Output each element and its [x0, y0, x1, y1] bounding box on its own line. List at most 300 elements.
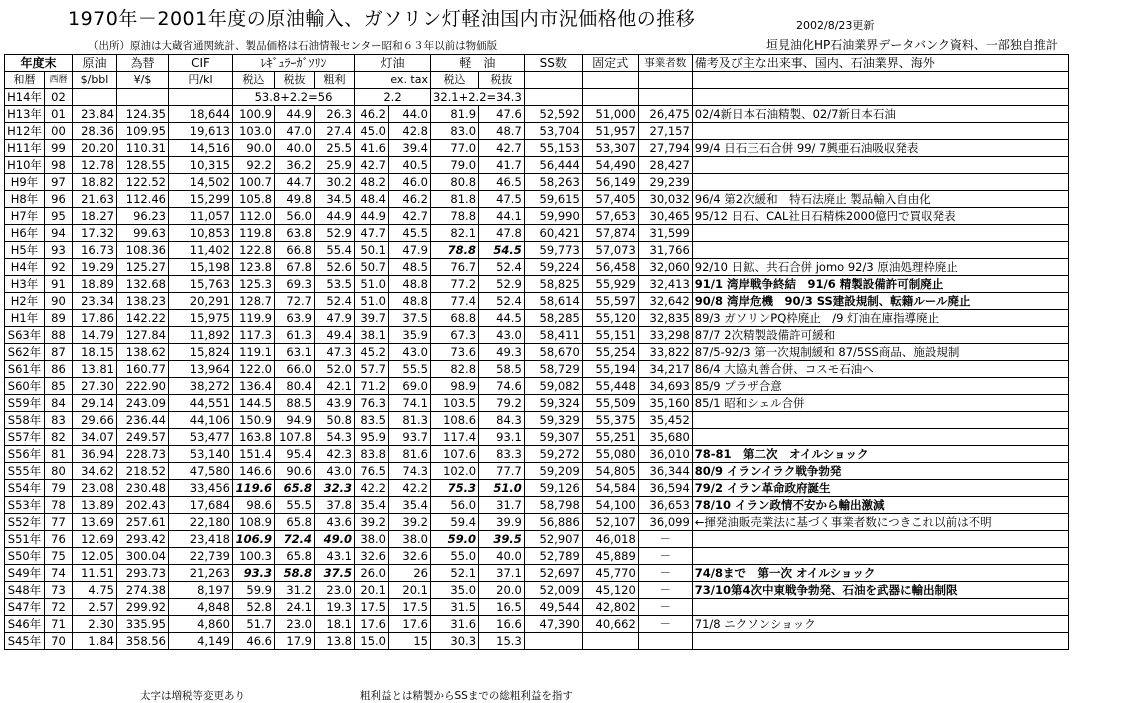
cell-diesel-taxin: 35.0	[431, 582, 479, 599]
cell-gas-margin: 42.1	[315, 378, 355, 395]
cell-kero-taxin: 38.1	[355, 327, 389, 344]
cell-crude: 23.84	[73, 106, 117, 123]
cell-seireki: 73	[45, 582, 73, 599]
cell-diesel-taxex: 47.6	[479, 106, 525, 123]
cell-crude: 34.62	[73, 463, 117, 480]
cell-kero-taxex: 74.3	[389, 463, 431, 480]
cell-crude: 2.30	[73, 616, 117, 633]
cell-gas-taxin: 163.8	[233, 429, 275, 446]
col-ss-blank	[524, 72, 582, 89]
cell-note: 71/8 ニクソンショック	[692, 616, 1068, 633]
cell-fx: 230.48	[117, 480, 169, 497]
cell-diesel-taxin: 55.0	[431, 548, 479, 565]
cell-wareki: H5年	[5, 242, 45, 259]
cell-cif: 44,551	[169, 395, 233, 412]
cell-diesel-taxin: 83.0	[431, 123, 479, 140]
cell-crude: 12.05	[73, 548, 117, 565]
cell-kero-taxin: 76.3	[355, 395, 389, 412]
col-diesel-taxin: 税込	[431, 72, 479, 89]
cell-crude: 27.30	[73, 378, 117, 395]
cell-gas-taxex: 58.8	[275, 565, 315, 582]
table-row	[5, 225, 1069, 242]
cell-diesel-taxin: 52.1	[431, 565, 479, 582]
cell-gas-taxex: 31.2	[275, 582, 315, 599]
cell-ss-count: 58,411	[524, 327, 582, 344]
cell-gas-margin: 34.5	[315, 191, 355, 208]
cell-seireki: 72	[45, 599, 73, 616]
cell-diesel-taxin: 67.3	[431, 327, 479, 344]
cell-kero-taxin: 42.7	[355, 157, 389, 174]
cell-wareki: H14年	[5, 89, 45, 106]
table-row	[5, 242, 1069, 259]
cell-ss-count: 59,324	[524, 395, 582, 412]
cell-wareki: S52年	[5, 514, 45, 531]
cell-gas-taxin: 106.9	[233, 531, 275, 548]
cell-gas-taxin: 100.3	[233, 548, 275, 565]
cell-gas-taxex: 107.8	[275, 429, 315, 446]
cell-gas-margin: 52.9	[315, 225, 355, 242]
cell-fixed: 51,957	[582, 123, 638, 140]
cell-ss-count: 59,307	[524, 429, 582, 446]
cell-wareki: S48年	[5, 582, 45, 599]
cell-diesel-taxin: 82.1	[431, 225, 479, 242]
cell-cif: 11,402	[169, 242, 233, 259]
table-row	[5, 123, 1069, 140]
cell-wareki: S62年	[5, 344, 45, 361]
cell-diesel-taxin: 81.9	[431, 106, 479, 123]
cell-gas-taxin: 46.6	[233, 633, 275, 650]
table-row	[5, 395, 1069, 412]
cell-biz-count: －	[638, 616, 692, 633]
cell-fx: 257.61	[117, 514, 169, 531]
cell-empty	[692, 89, 1068, 106]
cell-seireki: 95	[45, 208, 73, 225]
cell-kero-taxin: 71.2	[355, 378, 389, 395]
cell-gas-margin: 43.1	[315, 548, 355, 565]
cell-kero-taxin: 45.0	[355, 123, 389, 140]
footer-bold-note: 太字は増税等変更あり	[140, 690, 245, 702]
cell-crude: 18.15	[73, 344, 117, 361]
cell-fx: 293.42	[117, 531, 169, 548]
cell-wareki: H7年	[5, 208, 45, 225]
cell-cif: 14,516	[169, 140, 233, 157]
cell-ss-count: 58,285	[524, 310, 582, 327]
cell-ss-count: 52,789	[524, 548, 582, 565]
cell-gas-taxin: 93.3	[233, 565, 275, 582]
col-fixed-blank	[582, 72, 638, 89]
cell-kero-taxin: 48.4	[355, 191, 389, 208]
cell-diesel-taxin: 77.2	[431, 276, 479, 293]
cell-diesel-taxin: 56.0	[431, 497, 479, 514]
cell-fx: 122.52	[117, 174, 169, 191]
cell-fixed: 42,802	[582, 599, 638, 616]
table-row	[5, 480, 1069, 497]
cell-crude: 17.86	[73, 310, 117, 327]
cell-kero-taxex: 46.2	[389, 191, 431, 208]
cell-gas-taxin: 136.4	[233, 378, 275, 395]
table-row	[5, 174, 1069, 191]
cell-diesel-taxin: 59.0	[431, 531, 479, 548]
cell-gas-taxin: 92.2	[233, 157, 275, 174]
col-cif-unit: 円/kl	[169, 72, 233, 89]
cell-cif: 8,197	[169, 582, 233, 599]
table-row	[5, 140, 1069, 157]
table-row	[5, 446, 1069, 463]
cell-gas-taxin: 119.9	[233, 310, 275, 327]
cell-crude: 12.78	[73, 157, 117, 174]
cell-biz-count: 31,766	[638, 242, 692, 259]
cell-wareki: S55年	[5, 463, 45, 480]
header-row-2	[5, 72, 1069, 89]
cell-fx: 300.04	[117, 548, 169, 565]
cell-fixed: 55,254	[582, 344, 638, 361]
cell-crude: 29.14	[73, 395, 117, 412]
cell-diesel-taxex: 93.1	[479, 429, 525, 446]
cell-biz-count: 35,160	[638, 395, 692, 412]
cell-gas-taxex: 72.4	[275, 531, 315, 548]
cell-wareki: S50年	[5, 548, 45, 565]
cell-gas-taxin: 146.6	[233, 463, 275, 480]
cell-gas-taxex: 72.7	[275, 293, 315, 310]
table-row	[5, 157, 1069, 174]
table-row	[5, 599, 1069, 616]
cell-kero-taxex: 35.9	[389, 327, 431, 344]
cell-seireki: 82	[45, 429, 73, 446]
cell-note: 85/1 昭和シェル合併	[692, 395, 1068, 412]
cell-fixed: 55,251	[582, 429, 638, 446]
cell-biz-count: －	[638, 599, 692, 616]
cell-h14-gasoline: 53.8+2.2=56	[233, 89, 355, 106]
cell-cif: 15,299	[169, 191, 233, 208]
cell-gas-taxin: 105.8	[233, 191, 275, 208]
cell-kero-taxin: 47.7	[355, 225, 389, 242]
cell-gas-taxin: 100.9	[233, 106, 275, 123]
cell-biz-count: 31,599	[638, 225, 692, 242]
cell-cif: 15,975	[169, 310, 233, 327]
cell-diesel-taxin: 78.8	[431, 242, 479, 259]
cell-gas-taxex: 69.3	[275, 276, 315, 293]
table-row	[5, 429, 1069, 446]
cell-note: 96/4 第2次緩和 特石法廃止 製品輸入自由化	[692, 191, 1068, 208]
cell-wareki: H11年	[5, 140, 45, 157]
cell-gas-taxex: 63.9	[275, 310, 315, 327]
table-row	[5, 565, 1069, 582]
table-row	[5, 344, 1069, 361]
cell-seireki: 93	[45, 242, 73, 259]
cell-diesel-taxex: 46.5	[479, 174, 525, 191]
cell-gas-taxin: 151.4	[233, 446, 275, 463]
cell-cif: 17,684	[169, 497, 233, 514]
table-row	[5, 293, 1069, 310]
cell-wareki: H6年	[5, 225, 45, 242]
cell-gas-taxex: 65.8	[275, 548, 315, 565]
cell-gas-taxex: 55.5	[275, 497, 315, 514]
page-title: 1970年－2001年度の原油輸入、ガソリン灯軽油国内市況価格他の推移	[68, 8, 696, 30]
cell-fixed: 45,770	[582, 565, 638, 582]
cell-kero-taxex: 48.8	[389, 276, 431, 293]
cell-diesel-taxex: 40.0	[479, 548, 525, 565]
cell-ss-count: 60,421	[524, 225, 582, 242]
cell-cif: 11,892	[169, 327, 233, 344]
cell-kero-taxin: 35.4	[355, 497, 389, 514]
cell-gas-margin: 27.4	[315, 123, 355, 140]
cell-diesel-taxex: 54.5	[479, 242, 525, 259]
col-fx-header: 為替	[117, 55, 169, 72]
cell-fixed: 55,151	[582, 327, 638, 344]
cell-cif: 11,057	[169, 208, 233, 225]
cell-ss-count: 59,990	[524, 208, 582, 225]
col-nendo-header: 年度末	[5, 55, 73, 72]
cell-kero-taxin: 39.2	[355, 514, 389, 531]
table-row	[5, 531, 1069, 548]
cell-note	[692, 412, 1068, 429]
cell-diesel-taxin: 73.6	[431, 344, 479, 361]
cell-note	[692, 225, 1068, 242]
cell-kero-taxin: 57.7	[355, 361, 389, 378]
cell-seireki: 85	[45, 378, 73, 395]
cell-diesel-taxex: 44.5	[479, 310, 525, 327]
cell-biz-count: 33,822	[638, 344, 692, 361]
cell-diesel-taxex: 52.4	[479, 259, 525, 276]
cell-fixed: 54,100	[582, 497, 638, 514]
table-row	[5, 616, 1069, 633]
cell-crude: 18.82	[73, 174, 117, 191]
cell-fixed: 55,120	[582, 310, 638, 327]
cell-kero-taxin: 95.9	[355, 429, 389, 446]
col-notes-header: 備考及び主な出来事、国内、石油業界、海外	[692, 55, 1068, 72]
cell-diesel-taxin: 102.0	[431, 463, 479, 480]
cell-biz-count: 33,298	[638, 327, 692, 344]
cell-biz-count: 28,427	[638, 157, 692, 174]
cell-h14-diesel: 32.1+2.2=34.3	[431, 89, 525, 106]
cell-fixed: 57,653	[582, 208, 638, 225]
cell-empty	[638, 89, 692, 106]
cell-gas-taxex: 17.9	[275, 633, 315, 650]
col-diesel-taxex: 税抜	[479, 72, 525, 89]
cell-note	[692, 242, 1068, 259]
cell-diesel-taxex: 74.6	[479, 378, 525, 395]
cell-diesel-taxex: 84.3	[479, 412, 525, 429]
cell-wareki: H4年	[5, 259, 45, 276]
cell-kero-taxin: 44.9	[355, 208, 389, 225]
table-row	[5, 259, 1069, 276]
cell-fx: 138.23	[117, 293, 169, 310]
col-fx-unit: ¥/$	[117, 72, 169, 89]
cell-note	[692, 531, 1068, 548]
cell-kero-taxex: 42.8	[389, 123, 431, 140]
cell-fixed: 53,307	[582, 140, 638, 157]
cell-gas-margin: 23.0	[315, 582, 355, 599]
cell-diesel-taxex: 44.1	[479, 208, 525, 225]
cell-diesel-taxex: 49.3	[479, 344, 525, 361]
cell-ss-count: 59,126	[524, 480, 582, 497]
cell-fx: 202.43	[117, 497, 169, 514]
cell-gas-margin: 25.5	[315, 140, 355, 157]
cell-crude: 16.73	[73, 242, 117, 259]
cell-wareki: S47年	[5, 599, 45, 616]
cell-gas-taxin: 51.7	[233, 616, 275, 633]
cell-crude: 29.66	[73, 412, 117, 429]
cell-diesel-taxex: 31.7	[479, 497, 525, 514]
cell-kero-taxex: 38.0	[389, 531, 431, 548]
cell-crude: 13.69	[73, 514, 117, 531]
cell-gas-taxin: 125.3	[233, 276, 275, 293]
cell-biz-count: 34,217	[638, 361, 692, 378]
cell-kero-taxin: 20.1	[355, 582, 389, 599]
cell-gas-margin: 43.9	[315, 395, 355, 412]
cell-wareki: S58年	[5, 412, 45, 429]
col-gas-taxex: 税抜	[275, 72, 315, 89]
cell-ss-count: 58,825	[524, 276, 582, 293]
col-biz-blank	[638, 72, 692, 89]
cell-diesel-taxin: 77.0	[431, 140, 479, 157]
cell-fx: 108.36	[117, 242, 169, 259]
cell-diesel-taxin: 31.6	[431, 616, 479, 633]
cell-crude: 19.29	[73, 259, 117, 276]
cell-biz-count: 36,099	[638, 514, 692, 531]
cell-diesel-taxex: 79.2	[479, 395, 525, 412]
cell-gas-taxin: 128.7	[233, 293, 275, 310]
table-row-h14	[5, 89, 1069, 106]
cell-cif: 44,106	[169, 412, 233, 429]
cell-note: 87/7 2次精製設備許可緩和	[692, 327, 1068, 344]
cell-cif: 14,502	[169, 174, 233, 191]
cell-wareki: S57年	[5, 429, 45, 446]
cell-diesel-taxin: 78.8	[431, 208, 479, 225]
cell-ss-count: 52,697	[524, 565, 582, 582]
cell-cif: 13,964	[169, 361, 233, 378]
cell-diesel-taxex: 37.1	[479, 565, 525, 582]
header-row-1	[5, 55, 1069, 72]
cell-fixed: 56,149	[582, 174, 638, 191]
cell-cif: 4,848	[169, 599, 233, 616]
cell-gas-taxex: 56.0	[275, 208, 315, 225]
cell-wareki: S49年	[5, 565, 45, 582]
cell-wareki: S45年	[5, 633, 45, 650]
cell-ss-count: 56,444	[524, 157, 582, 174]
cell-kero-taxex: 42.7	[389, 208, 431, 225]
cell-kero-taxex: 39.2	[389, 514, 431, 531]
cell-kero-taxin: 76.5	[355, 463, 389, 480]
col-fixed-header: 固定式	[582, 55, 638, 72]
cell-fixed: 57,405	[582, 191, 638, 208]
cell-diesel-taxex: 20.0	[479, 582, 525, 599]
cell-diesel-taxex: 58.5	[479, 361, 525, 378]
table-row	[5, 276, 1069, 293]
cell-fixed: 55,375	[582, 412, 638, 429]
cell-cif: 53,477	[169, 429, 233, 446]
cell-gas-margin: 55.4	[315, 242, 355, 259]
cell-ss-count: 59,329	[524, 412, 582, 429]
cell-ss-count: 52,592	[524, 106, 582, 123]
cell-cif: 10,315	[169, 157, 233, 174]
cell-note	[692, 157, 1068, 174]
cell-gas-taxin: 103.0	[233, 123, 275, 140]
cell-kero-taxin: 83.5	[355, 412, 389, 429]
cell-fixed: 55,597	[582, 293, 638, 310]
source-note: （出所）原油は大蔵省通関統計、製品価格は石油情報センター昭和６３年以前は物価版	[88, 40, 498, 52]
cell-seireki: 89	[45, 310, 73, 327]
cell-diesel-taxex: 77.7	[479, 463, 525, 480]
cell-gas-taxex: 66.0	[275, 361, 315, 378]
cell-kero-taxex: 44.0	[389, 106, 431, 123]
cell-biz-count: 29,239	[638, 174, 692, 191]
cell-gas-taxex: 65.8	[275, 514, 315, 531]
cell-seireki: 91	[45, 276, 73, 293]
cell-note: 85/9 プラザ合意	[692, 378, 1068, 395]
table-row	[5, 497, 1069, 514]
cell-cif: 21,263	[169, 565, 233, 582]
col-cif-header: CIF	[169, 55, 233, 72]
table-row	[5, 208, 1069, 225]
cell-empty	[524, 89, 582, 106]
cell-seireki: 02	[45, 89, 73, 106]
cell-crude: 34.07	[73, 429, 117, 446]
cell-note	[692, 599, 1068, 616]
cell-biz-count: 36,010	[638, 446, 692, 463]
table-row	[5, 633, 1069, 650]
source-note-2: 垣見油化HP石油業界データバンク資料、一部独自推計	[766, 38, 1058, 52]
cell-note	[692, 174, 1068, 191]
cell-diesel-taxex: 16.5	[479, 599, 525, 616]
cell-biz-count: 36,344	[638, 463, 692, 480]
cell-biz-count: 27,157	[638, 123, 692, 140]
cell-diesel-taxin: 117.4	[431, 429, 479, 446]
cell-wareki: H9年	[5, 174, 45, 191]
cell-note: 92/10 日鉱、共石合併 jomo 92/3 原油処理枠廃止	[692, 259, 1068, 276]
cell-kero-taxex: 48.5	[389, 259, 431, 276]
cell-note: 87/5-92/3 第一次規制緩和 87/5SS商品、施設規制	[692, 344, 1068, 361]
cell-cif: 23,418	[169, 531, 233, 548]
cell-diesel-taxex: 52.4	[479, 293, 525, 310]
cell-kero-taxin: 51.0	[355, 293, 389, 310]
cell-note: 86/4 大協丸善合併、コスモ石油へ	[692, 361, 1068, 378]
cell-cif: 33,456	[169, 480, 233, 497]
col-kerosene-header: 灯油	[355, 55, 431, 72]
cell-wareki: S59年	[5, 395, 45, 412]
cell-wareki: H12年	[5, 123, 45, 140]
cell-kero-taxex: 46.0	[389, 174, 431, 191]
cell-kero-taxin: 32.6	[355, 548, 389, 565]
cell-fixed: 55,194	[582, 361, 638, 378]
table-row	[5, 548, 1069, 565]
cell-gas-taxin: 90.0	[233, 140, 275, 157]
cell-gas-margin: 54.3	[315, 429, 355, 446]
cell-crude: 2.57	[73, 599, 117, 616]
cell-gas-taxin: 100.7	[233, 174, 275, 191]
cell-gas-taxin: 59.9	[233, 582, 275, 599]
cell-diesel-taxin: 103.5	[431, 395, 479, 412]
cell-ss-count	[524, 633, 582, 650]
cell-wareki: S51年	[5, 531, 45, 548]
cell-kero-taxex: 93.7	[389, 429, 431, 446]
col-notes-blank	[692, 72, 1068, 89]
cell-diesel-taxex: 47.5	[479, 191, 525, 208]
cell-gas-margin: 30.2	[315, 174, 355, 191]
cell-gas-margin: 37.8	[315, 497, 355, 514]
cell-gas-taxex: 23.0	[275, 616, 315, 633]
cell-fx: 249.57	[117, 429, 169, 446]
cell-gas-taxex: 66.8	[275, 242, 315, 259]
cell-crude: 11.51	[73, 565, 117, 582]
cell-gas-margin: 50.8	[315, 412, 355, 429]
cell-fx: 335.95	[117, 616, 169, 633]
cell-biz-count: 32,413	[638, 276, 692, 293]
cell-kero-taxex: 32.6	[389, 548, 431, 565]
cell-gas-taxin: 98.6	[233, 497, 275, 514]
cell-ss-count: 52,907	[524, 531, 582, 548]
cell-gas-margin: 42.3	[315, 446, 355, 463]
